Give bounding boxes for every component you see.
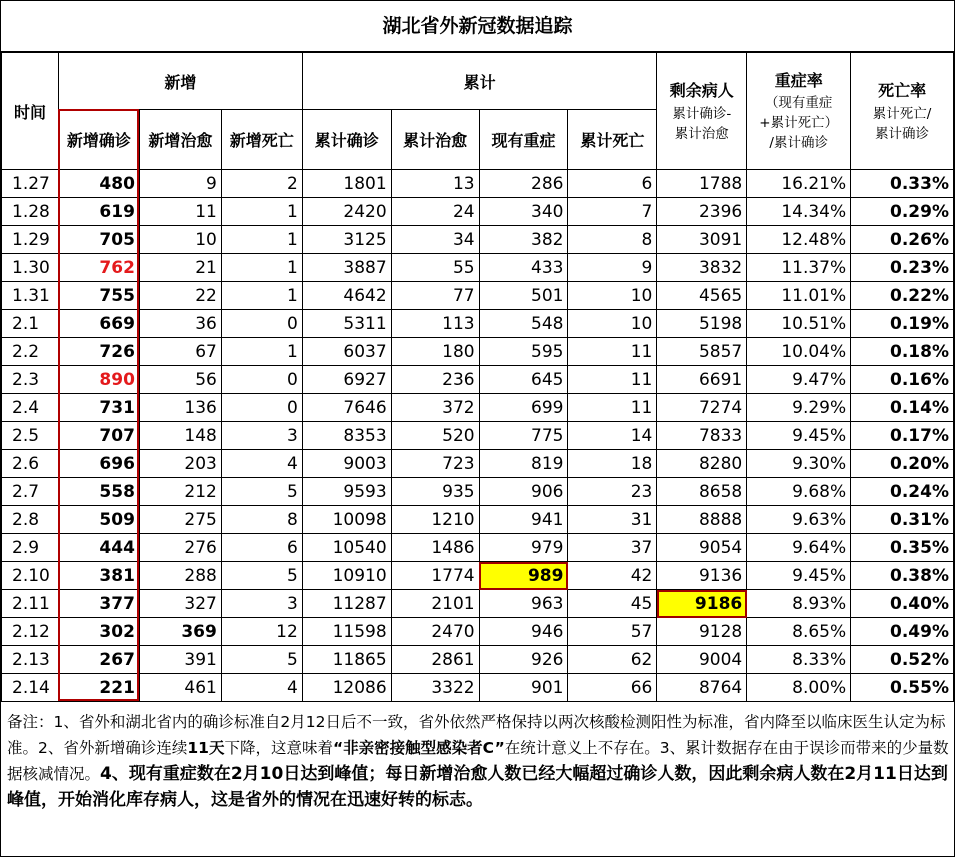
cell-death-rate: 0.19% bbox=[851, 310, 954, 338]
cell-cum-confirmed: 8353 bbox=[302, 422, 391, 450]
cell-cum-death: 9 bbox=[568, 254, 657, 282]
table-row bbox=[2, 534, 954, 562]
cell-new-cured: 148 bbox=[139, 422, 221, 450]
header-death-rate bbox=[851, 53, 954, 170]
cell-cum-cured: 935 bbox=[391, 478, 479, 506]
cell-cum-confirmed: 1801 bbox=[302, 170, 391, 198]
header-time: 时间 bbox=[2, 53, 59, 170]
cell-new-cured: 22 bbox=[139, 282, 221, 310]
cell-cum-cured: 1210 bbox=[391, 506, 479, 534]
cell-severe-rate: 10.51% bbox=[747, 310, 851, 338]
cell-date: 1.28 bbox=[2, 198, 59, 226]
header-cum-confirmed: 累计确诊 bbox=[302, 110, 391, 170]
cell-cum-confirmed: 10540 bbox=[302, 534, 391, 562]
cell-new-death: 1 bbox=[221, 198, 302, 226]
cell-cum-cured: 24 bbox=[391, 198, 479, 226]
cell-remaining: 8764 bbox=[657, 674, 747, 702]
cell-date: 2.13 bbox=[2, 646, 59, 674]
cell-remaining: 8658 bbox=[657, 478, 747, 506]
cell-remaining: 2396 bbox=[657, 198, 747, 226]
cell-current-severe: 645 bbox=[479, 366, 568, 394]
cell-current-severe: 501 bbox=[479, 282, 568, 310]
cell-new-confirmed: 731 bbox=[58, 394, 139, 422]
cell-severe-rate: 9.45% bbox=[747, 422, 851, 450]
cell-remaining: 8280 bbox=[657, 450, 747, 478]
cell-cum-death: 18 bbox=[568, 450, 657, 478]
cell-new-death: 6 bbox=[221, 534, 302, 562]
table-row bbox=[2, 310, 954, 338]
cell-cum-death: 14 bbox=[568, 422, 657, 450]
cell-new-confirmed: 755 bbox=[58, 282, 139, 310]
cell-new-death: 5 bbox=[221, 562, 302, 590]
cell-severe-rate: 11.01% bbox=[747, 282, 851, 310]
cell-cum-death: 6 bbox=[568, 170, 657, 198]
cell-date: 2.10 bbox=[2, 562, 59, 590]
cell-cum-confirmed: 2420 bbox=[302, 198, 391, 226]
cell-date: 2.2 bbox=[2, 338, 59, 366]
table-row bbox=[2, 282, 954, 310]
table-row bbox=[2, 170, 954, 198]
cell-cum-cured: 2470 bbox=[391, 618, 479, 646]
note-bold-11-days: 11天 bbox=[187, 739, 225, 757]
cell-new-cured: 9 bbox=[139, 170, 221, 198]
cell-new-cured: 10 bbox=[139, 226, 221, 254]
cell-cum-death: 8 bbox=[568, 226, 657, 254]
cell-death-rate: 0.55% bbox=[851, 674, 954, 702]
cell-date: 2.7 bbox=[2, 478, 59, 506]
cell-date: 2.11 bbox=[2, 590, 59, 618]
cell-date: 2.9 bbox=[2, 534, 59, 562]
cell-new-cured: 11 bbox=[139, 198, 221, 226]
sheet-title: 湖北省外新冠数据追踪 bbox=[1, 1, 954, 52]
cell-new-death: 1 bbox=[221, 282, 302, 310]
cell-current-severe: 595 bbox=[479, 338, 568, 366]
cell-death-rate: 0.29% bbox=[851, 198, 954, 226]
cell-cum-cured: 3322 bbox=[391, 674, 479, 702]
header-severe-rate bbox=[747, 53, 851, 170]
data-table bbox=[1, 52, 954, 702]
cell-death-rate: 0.26% bbox=[851, 226, 954, 254]
cell-new-death: 4 bbox=[221, 674, 302, 702]
cell-cum-cured: 520 bbox=[391, 422, 479, 450]
cell-cum-confirmed: 11865 bbox=[302, 646, 391, 674]
cell-cum-confirmed: 7646 bbox=[302, 394, 391, 422]
cell-death-rate: 0.33% bbox=[851, 170, 954, 198]
cell-cum-cured: 2101 bbox=[391, 590, 479, 618]
cell-death-rate: 0.24% bbox=[851, 478, 954, 506]
table-row bbox=[2, 338, 954, 366]
cell-death-rate: 0.18% bbox=[851, 338, 954, 366]
cell-severe-rate: 8.33% bbox=[747, 646, 851, 674]
cell-cum-death: 11 bbox=[568, 366, 657, 394]
cell-severe-rate: 8.65% bbox=[747, 618, 851, 646]
cell-new-confirmed: 480 bbox=[58, 170, 139, 198]
cell-new-confirmed: 444 bbox=[58, 534, 139, 562]
cell-new-cured: 21 bbox=[139, 254, 221, 282]
cell-new-death: 3 bbox=[221, 590, 302, 618]
header-new-confirmed: 新增确诊 bbox=[58, 110, 139, 170]
cell-new-cured: 203 bbox=[139, 450, 221, 478]
cell-new-cured: 136 bbox=[139, 394, 221, 422]
cell-new-confirmed: 619 bbox=[58, 198, 139, 226]
cell-remaining: 3091 bbox=[657, 226, 747, 254]
cell-cum-cured: 34 bbox=[391, 226, 479, 254]
cell-cum-cured: 180 bbox=[391, 338, 479, 366]
header-cum-death: 累计死亡 bbox=[568, 110, 657, 170]
cell-new-cured: 327 bbox=[139, 590, 221, 618]
cell-death-rate: 0.52% bbox=[851, 646, 954, 674]
cell-date: 1.27 bbox=[2, 170, 59, 198]
cell-severe-rate: 12.48% bbox=[747, 226, 851, 254]
table-row bbox=[2, 422, 954, 450]
cell-current-severe: 819 bbox=[479, 450, 568, 478]
cell-new-death: 1 bbox=[221, 226, 302, 254]
cell-cum-cured: 113 bbox=[391, 310, 479, 338]
cell-new-cured: 275 bbox=[139, 506, 221, 534]
cell-date: 2.14 bbox=[2, 674, 59, 702]
note-text-2: 下降，这意味着 bbox=[224, 739, 333, 757]
cell-remaining: 4565 bbox=[657, 282, 747, 310]
cell-death-rate: 0.17% bbox=[851, 422, 954, 450]
cell-current-severe: 989 bbox=[479, 562, 568, 590]
header-remaining-title: 剩余病人 bbox=[669, 81, 734, 100]
cell-severe-rate: 9.29% bbox=[747, 394, 851, 422]
cell-new-cured: 67 bbox=[139, 338, 221, 366]
cell-death-rate: 0.31% bbox=[851, 506, 954, 534]
cell-new-death: 1 bbox=[221, 254, 302, 282]
cell-death-rate: 0.49% bbox=[851, 618, 954, 646]
cell-date: 2.3 bbox=[2, 366, 59, 394]
cell-cum-death: 62 bbox=[568, 646, 657, 674]
cell-cum-death: 66 bbox=[568, 674, 657, 702]
note-bold-infected-c: “非亲密接触型感染者C” bbox=[332, 739, 505, 757]
cell-new-death: 3 bbox=[221, 422, 302, 450]
cell-new-death: 0 bbox=[221, 394, 302, 422]
cell-remaining: 9004 bbox=[657, 646, 747, 674]
header-death-rate-title: 死亡率 bbox=[878, 81, 927, 100]
cell-new-cured: 56 bbox=[139, 366, 221, 394]
cell-new-death: 0 bbox=[221, 366, 302, 394]
cell-cum-confirmed: 11598 bbox=[302, 618, 391, 646]
cell-remaining: 3832 bbox=[657, 254, 747, 282]
cell-new-confirmed: 726 bbox=[58, 338, 139, 366]
cell-new-death: 4 bbox=[221, 450, 302, 478]
cell-remaining: 9128 bbox=[657, 618, 747, 646]
cell-current-severe: 286 bbox=[479, 170, 568, 198]
cell-death-rate: 0.40% bbox=[851, 590, 954, 618]
cell-remaining: 1788 bbox=[657, 170, 747, 198]
cell-cum-cured: 13 bbox=[391, 170, 479, 198]
cell-cum-death: 23 bbox=[568, 478, 657, 506]
cell-new-confirmed: 762 bbox=[58, 254, 139, 282]
header-cum-cured: 累计治愈 bbox=[391, 110, 479, 170]
cell-current-severe: 946 bbox=[479, 618, 568, 646]
cell-cum-confirmed: 9593 bbox=[302, 478, 391, 506]
cell-new-death: 1 bbox=[221, 338, 302, 366]
table-row bbox=[2, 646, 954, 674]
cell-death-rate: 0.22% bbox=[851, 282, 954, 310]
table-row bbox=[2, 394, 954, 422]
cell-cum-cured: 55 bbox=[391, 254, 479, 282]
header-remaining bbox=[657, 53, 747, 170]
cell-new-confirmed: 669 bbox=[58, 310, 139, 338]
cell-remaining: 9054 bbox=[657, 534, 747, 562]
note-text-3: 在统计意义上不存在。3、累计数据存在由于误诊而带来的少量数据核减情况。 bbox=[7, 739, 949, 783]
cell-cum-confirmed: 9003 bbox=[302, 450, 391, 478]
cell-new-confirmed: 558 bbox=[58, 478, 139, 506]
cell-current-severe: 433 bbox=[479, 254, 568, 282]
cell-cum-cured: 1486 bbox=[391, 534, 479, 562]
cell-cum-death: 57 bbox=[568, 618, 657, 646]
header-severe-rate-formula-3: /累计确诊 bbox=[769, 135, 828, 151]
note-text-1: 备注：1、省外和湖北省内的确诊标准自2月12日后不一致，省外依然严格保持以两次核酸检测阳性为标准，省内降至以临床医生认定为标准。2、省外新增确诊连续 bbox=[7, 713, 946, 757]
cell-death-rate: 0.38% bbox=[851, 562, 954, 590]
cell-new-confirmed: 221 bbox=[58, 674, 139, 702]
header-remaining-formula-2: 累计治愈 bbox=[674, 126, 729, 142]
cell-severe-rate: 8.00% bbox=[747, 674, 851, 702]
header-severe-rate-title: 重症率 bbox=[774, 71, 823, 90]
table-row bbox=[2, 226, 954, 254]
cell-death-rate: 0.16% bbox=[851, 366, 954, 394]
table-row bbox=[2, 506, 954, 534]
cell-current-severe: 548 bbox=[479, 310, 568, 338]
cell-new-cured: 212 bbox=[139, 478, 221, 506]
table-row bbox=[2, 450, 954, 478]
cell-new-death: 5 bbox=[221, 478, 302, 506]
cell-new-confirmed: 377 bbox=[58, 590, 139, 618]
cell-date: 1.29 bbox=[2, 226, 59, 254]
cell-remaining: 8888 bbox=[657, 506, 747, 534]
header-current-severe: 现有重症 bbox=[479, 110, 568, 170]
cell-current-severe: 382 bbox=[479, 226, 568, 254]
cell-new-cured: 461 bbox=[139, 674, 221, 702]
header-remaining-formula-1: 累计确诊- bbox=[672, 106, 732, 122]
header-death-rate-formula-2: 累计确诊 bbox=[875, 126, 930, 142]
cell-cum-confirmed: 10098 bbox=[302, 506, 391, 534]
cell-new-confirmed: 381 bbox=[58, 562, 139, 590]
cell-current-severe: 926 bbox=[479, 646, 568, 674]
table-row bbox=[2, 254, 954, 282]
cell-new-confirmed: 509 bbox=[58, 506, 139, 534]
cell-cum-cured: 2861 bbox=[391, 646, 479, 674]
cell-remaining: 9136 bbox=[657, 562, 747, 590]
cell-new-death: 0 bbox=[221, 310, 302, 338]
cell-current-severe: 941 bbox=[479, 506, 568, 534]
cell-date: 1.30 bbox=[2, 254, 59, 282]
cell-severe-rate: 14.34% bbox=[747, 198, 851, 226]
table-row bbox=[2, 562, 954, 590]
cell-severe-rate: 16.21% bbox=[747, 170, 851, 198]
table-row bbox=[2, 478, 954, 506]
cell-date: 2.12 bbox=[2, 618, 59, 646]
cell-current-severe: 963 bbox=[479, 590, 568, 618]
cell-death-rate: 0.14% bbox=[851, 394, 954, 422]
cell-cum-confirmed: 11287 bbox=[302, 590, 391, 618]
cell-cum-cured: 236 bbox=[391, 366, 479, 394]
cell-cum-cured: 1774 bbox=[391, 562, 479, 590]
cell-severe-rate: 9.47% bbox=[747, 366, 851, 394]
cell-severe-rate: 11.37% bbox=[747, 254, 851, 282]
cell-remaining: 6691 bbox=[657, 366, 747, 394]
cell-remaining: 5857 bbox=[657, 338, 747, 366]
cell-severe-rate: 9.68% bbox=[747, 478, 851, 506]
cell-current-severe: 775 bbox=[479, 422, 568, 450]
cell-cum-death: 7 bbox=[568, 198, 657, 226]
cell-cum-confirmed: 3125 bbox=[302, 226, 391, 254]
table-row bbox=[2, 366, 954, 394]
cell-cum-cured: 77 bbox=[391, 282, 479, 310]
cell-severe-rate: 9.64% bbox=[747, 534, 851, 562]
cell-severe-rate: 9.63% bbox=[747, 506, 851, 534]
cell-cum-death: 10 bbox=[568, 310, 657, 338]
cell-severe-rate: 9.30% bbox=[747, 450, 851, 478]
cell-new-death: 5 bbox=[221, 646, 302, 674]
cell-new-confirmed: 696 bbox=[58, 450, 139, 478]
header-new-death: 新增死亡 bbox=[221, 110, 302, 170]
cell-current-severe: 699 bbox=[479, 394, 568, 422]
cell-cum-death: 11 bbox=[568, 338, 657, 366]
cell-current-severe: 340 bbox=[479, 198, 568, 226]
cell-new-death: 8 bbox=[221, 506, 302, 534]
cell-cum-confirmed: 4642 bbox=[302, 282, 391, 310]
cell-cum-confirmed: 6037 bbox=[302, 338, 391, 366]
header-death-rate-formula-1: 累计死亡/ bbox=[872, 106, 932, 122]
cell-current-severe: 901 bbox=[479, 674, 568, 702]
header-group-cumulative: 累计 bbox=[302, 53, 657, 110]
cell-date: 1.31 bbox=[2, 282, 59, 310]
cell-remaining: 7833 bbox=[657, 422, 747, 450]
cell-cum-death: 42 bbox=[568, 562, 657, 590]
cell-cum-confirmed: 3887 bbox=[302, 254, 391, 282]
footnote bbox=[7, 709, 949, 813]
cell-new-cured: 276 bbox=[139, 534, 221, 562]
cell-current-severe: 906 bbox=[479, 478, 568, 506]
cell-new-confirmed: 302 bbox=[58, 618, 139, 646]
cell-severe-rate: 9.45% bbox=[747, 562, 851, 590]
cell-new-confirmed: 705 bbox=[58, 226, 139, 254]
table-row bbox=[2, 198, 954, 226]
cell-death-rate: 0.35% bbox=[851, 534, 954, 562]
cell-cum-confirmed: 6927 bbox=[302, 366, 391, 394]
cell-date: 2.5 bbox=[2, 422, 59, 450]
cell-cum-confirmed: 10910 bbox=[302, 562, 391, 590]
cell-new-cured: 288 bbox=[139, 562, 221, 590]
cell-new-death: 2 bbox=[221, 170, 302, 198]
cell-cum-death: 45 bbox=[568, 590, 657, 618]
table-row bbox=[2, 674, 954, 702]
cell-cum-death: 31 bbox=[568, 506, 657, 534]
cell-death-rate: 0.20% bbox=[851, 450, 954, 478]
cell-cum-cured: 372 bbox=[391, 394, 479, 422]
cell-new-cured: 391 bbox=[139, 646, 221, 674]
cell-date: 2.6 bbox=[2, 450, 59, 478]
cell-remaining: 7274 bbox=[657, 394, 747, 422]
header-severe-rate-formula-2: +累计死亡） bbox=[759, 115, 839, 131]
header-severe-rate-formula-1: （现有重症 bbox=[764, 95, 833, 111]
cell-cum-death: 37 bbox=[568, 534, 657, 562]
cell-cum-death: 11 bbox=[568, 394, 657, 422]
cell-new-cured: 36 bbox=[139, 310, 221, 338]
header-group-new: 新增 bbox=[58, 53, 302, 110]
cell-severe-rate: 10.04% bbox=[747, 338, 851, 366]
cell-new-confirmed: 890 bbox=[58, 366, 139, 394]
cell-new-death: 12 bbox=[221, 618, 302, 646]
cell-new-confirmed: 267 bbox=[58, 646, 139, 674]
cell-death-rate: 0.23% bbox=[851, 254, 954, 282]
cell-new-confirmed: 707 bbox=[58, 422, 139, 450]
cell-date: 2.8 bbox=[2, 506, 59, 534]
cell-remaining: 9186 bbox=[657, 590, 747, 618]
table-row bbox=[2, 618, 954, 646]
cell-severe-rate: 8.93% bbox=[747, 590, 851, 618]
table-row bbox=[2, 590, 954, 618]
cell-remaining: 5198 bbox=[657, 310, 747, 338]
note-bold-conclusion: 4、现有重症数在2月10日达到峰值；每日新增治愈人数已经大幅超过确诊人数，因此剩余病人数在2月11日达到峰值，开始消化库存病人，这是省外的情况在迅速好转的标志。 bbox=[7, 764, 948, 810]
cell-new-cured: 369 bbox=[139, 618, 221, 646]
cell-current-severe: 979 bbox=[479, 534, 568, 562]
cell-cum-cured: 723 bbox=[391, 450, 479, 478]
table-body bbox=[2, 170, 954, 702]
cell-cum-confirmed: 5311 bbox=[302, 310, 391, 338]
cell-date: 2.4 bbox=[2, 394, 59, 422]
cell-date: 2.1 bbox=[2, 310, 59, 338]
header-new-cured: 新增治愈 bbox=[139, 110, 221, 170]
cell-cum-death: 10 bbox=[568, 282, 657, 310]
cell-cum-confirmed: 12086 bbox=[302, 674, 391, 702]
